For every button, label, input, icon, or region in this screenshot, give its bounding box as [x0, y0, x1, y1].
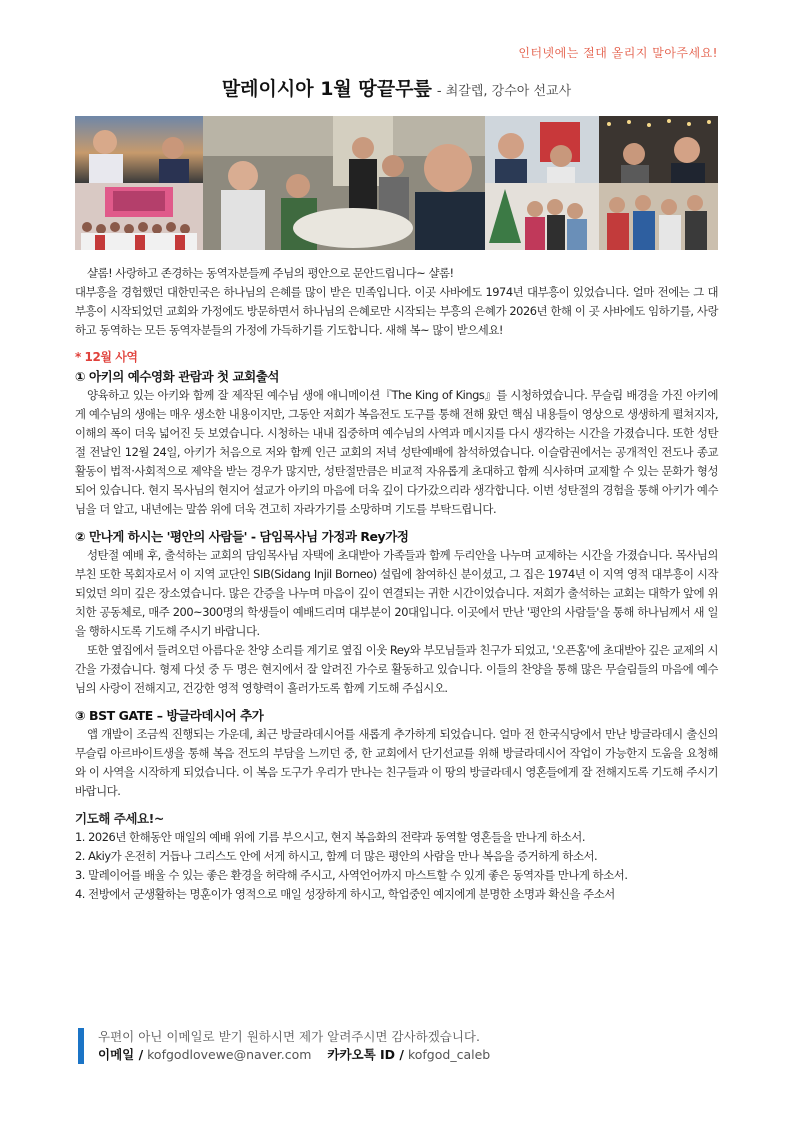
photo-sunset-selfie	[75, 116, 203, 183]
prayer-item: 1. 2026년 한해동안 매일의 예배 위에 기름 부으시고, 현지 복음화의 전략과 동역할 영혼들을 만나게 하소서.	[75, 830, 586, 844]
photo-collage	[75, 116, 718, 250]
page-header	[0, 74, 793, 101]
photo-church-selfie	[485, 116, 599, 183]
email-label: 이메일 /	[98, 1047, 144, 1062]
contact-line	[98, 1046, 490, 1064]
prayer-item: 2. Akiy가 온전히 거듭나 그리스도 안에 서게 하시고, 함께 더 많은 평안의 사람을 만나 복음을 증거하게 하소서.	[75, 849, 598, 863]
email-address: kofgodlovewe@naver.com	[147, 1047, 312, 1062]
section-paragraph: 앱 개발이 조금씩 진행되는 가운데, 최근 방글라데시어를 새롭게 추가하게 되었습니다. 얼마 전 한국식당에서 만난 방글라데시 출신의 무슬림 아르바이트생을 통해 복음 전도의 부담을 느끼던 중, 한 교회에서 단기선교를 위해 방글라데시어 작업이 가능한지 도움을 요청해 와 이 사역을 시작하게 되었습니다. 이 복음 도구가 우리가 만나는 친구들과 이 땅의 방글라데시 영혼들에게 잘 전해지도록 기도해 주시기 바랍니다.	[75, 727, 718, 798]
section-paragraph: 성탄절 예배 후, 출석하는 교회의 담임목사님 자택에 초대받아 가족들과 함께 두리안을 나누며 교제하는 시간을 가졌습니다. 목사님의 부친 또한 목회자로서 이 지역 교단인 SIB(Sidang Injil Borneo) 설립에 참여하신 분이셨고, 그 집은 1974년 이 지역 영적 대부흥이 시작되었던 의미 깊은 장소였습니다. 많은 간증을 나누며 마음이 깊이 연결되는 귀한 시간이었습니다. 저희가 출석하는 교회는 대학가 앞에 위치한 공동체로, 매주 200~300명의 학생들이 예배드리며 대부분이 20대입니다. 이곳에서 만난 '평안의 사람들'을 통해 하나님께서 새 일을 행하시도록 기도해 주시기 바랍니다.	[75, 548, 718, 638]
month-label: * 12월 사역	[75, 350, 138, 364]
section-paragraph: 또한 옆집에서 들려오던 아름다운 찬양 소리를 계기로 옆집 이웃 Rey와 부모님들과 친구가 되었고, '오픈홈'에 초대받아 깊은 교제의 시간을 가졌습니다. 형제 다섯 중 두 명은 현지에서 잘 알려진 가수로 활동하고 있습니다. 이들의 찬양을 통해 많은 무슬림들의 마음에 예수님의 사랑이 전해지고, 건강한 영적 영향력이 흘러가도록 함께 기도해 주십시오.	[75, 643, 719, 695]
prayer-item: 3. 말레이어를 배울 수 있는 좋은 환경을 허락해 주시고, 사역언어까지 마스트할 수 있게 좋은 동역자를 만나게 하소서.	[75, 868, 628, 882]
letter-body	[75, 264, 718, 904]
photo-tree-group	[485, 183, 599, 250]
page-title: 말레이시아 1월 땅끝무릎	[221, 78, 432, 100]
contact-footer	[78, 1028, 490, 1064]
kakao-id: kofgod_caleb	[407, 1047, 491, 1062]
photo-dinner-table	[203, 116, 485, 250]
greeting-paragraph: 대부흥을 경험했던 대한민국은 하나님의 은혜를 많이 받은 민족입니다. 이곳 사바에도 1974년 대부흥이 있었습니다. 얼마 전에는 그 대부흥이 시작되었던 교회와 가정에도 방문하면서 하나님의 은혜로만 시작되는 부흥의 은혜가 2026년 한해 이 곳 사바에도 임하기를, 사랑하고 동역하는 모든 동역자분들의 가정에 가득하기를 기도합니다. 새해 복~ 많이 받으세요!	[75, 285, 718, 337]
do-not-post-notice: 인터넷에는 절대 올리지 말아주세요!	[518, 46, 718, 60]
prayer-heading: 기도해 주세요!~	[75, 811, 164, 826]
kakao-label: 카카오톡 ID /	[327, 1047, 404, 1062]
photo-home-visit	[599, 183, 718, 250]
section-heading: ① 아키의 예수영화 관람과 첫 교회출석	[75, 369, 280, 384]
greeting-line: 샬롬! 사랑하고 존경하는 동역자분들께 주님의 평안으로 문안드립니다~ 샬롬!	[87, 266, 454, 280]
page-subtitle: - 최갈렙, 강수아 선교사	[436, 84, 572, 99]
photo-night-dinner	[599, 116, 718, 183]
section-heading: ② 만나게 하시는 '평안의 사람들' - 담임목사님 가정과 Rey가정	[75, 529, 409, 544]
photo-christmas-group	[75, 183, 203, 250]
section-paragraph: 양육하고 있는 아키와 함께 잘 제작된 예수님 생애 애니메이션『The King of Kings』를 시청하였습니다. 무슬림 배경을 가진 아키에게 예수님의 생애는 매우 생소한 내용이지만, 그동안 저희가 복음전도 도구를 통해 전해 왔던 핵심 내용들이 영상으로 생생하게 펼쳐지자, 이해의 폭이 더욱 넓어진 듯 보였습니다. 시청하는 내내 집중하며 예수님의 사역과 메시지를 다시 생각하는 시간을 가졌습니다. 또한 성탄절 전날인 12월 24일, 아키가 처음으로 저와 함께 인근 교회의 저녁 성탄예배에 참석하였습니다. 이슬람권에서는 공개적인 전도나 종교 활동이 법적·사회적으로 제약을 받는 경우가 많지만, 성탄절만큼은 비교적 자유롭게 초대하고 함께 식사하며 교제할 수 있는 문화가 형성되어 있습니다. 현지 목사님의 현지어 설교가 아키의 마음에 더욱 깊이 다가갔으리라 생각합니다. 이번 성탄절의 경험을 통해 아키가 예수님을 더 알고, 내년에는 말씀 위에 더욱 견고히 자라가기를 소망하며 기도를 부탁드립니다.	[75, 388, 718, 516]
footer-note: 우편이 아닌 이메일로 받기 원하시면 제가 알려주시면 감사하겠습니다.	[98, 1029, 480, 1044]
prayer-item: 4. 전방에서 군생활하는 명훈이가 영적으로 매일 성장하게 하시고, 학업중인 예지에게 분명한 소명과 확신을 주소서	[75, 887, 615, 901]
section-heading: ③ BST GATE – 방글라데시어 추가	[75, 708, 264, 723]
